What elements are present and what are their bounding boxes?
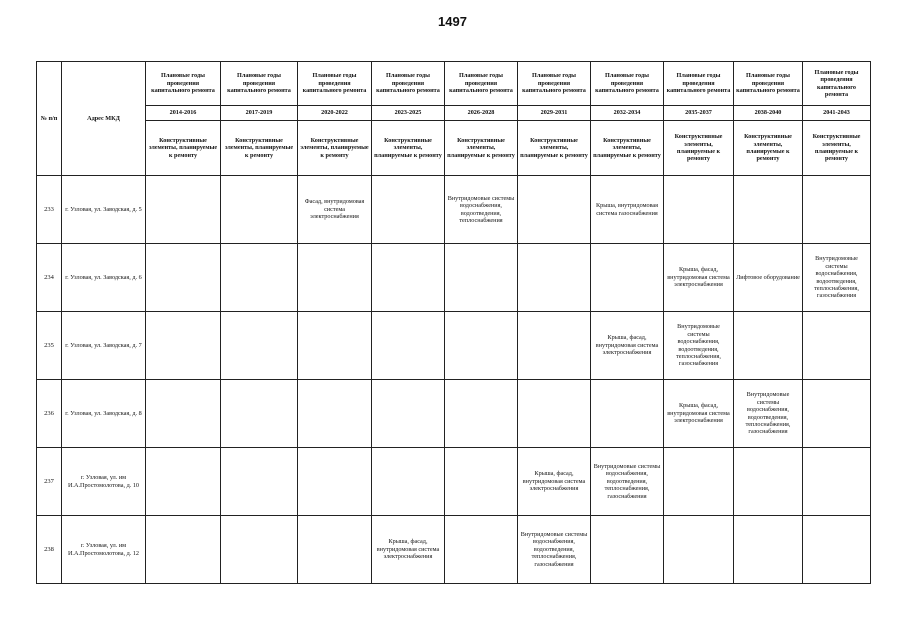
repair-cell [734,516,803,584]
repair-cell [146,516,221,584]
repair-cell: Внутридомовые системы водоснабжения, водоотведения, теплоснабжения, газоснабжения [518,516,591,584]
repair-cell [221,448,298,516]
repair-cell [518,244,591,312]
elements-header: Конструктивные элементы, планируемые к ремонту [518,121,591,176]
repair-cell [803,380,871,448]
repair-cell [298,516,372,584]
row-address: г. Узловая, ул. Заводская, д. 7 [62,312,146,380]
row-number: 238 [37,516,62,584]
period-header: Плановые годы проведения капитального ремонта [298,62,372,106]
repair-cell [221,380,298,448]
repair-cell [664,448,734,516]
period-header: Плановые годы проведения капитального ремонта [445,62,518,106]
years-header-row [37,106,871,121]
repair-cell [445,380,518,448]
row-address: г. Узловая, ул. Заводская, д. 5 [62,176,146,244]
period-header: Плановые годы проведения капитального ремонта [146,62,221,106]
repair-cell [803,516,871,584]
repair-cell [372,448,445,516]
repair-cell [146,448,221,516]
repair-cell: Лифтовое оборудование [734,244,803,312]
repair-cell [518,312,591,380]
repair-cell [298,312,372,380]
repair-cell: Внутридомовые системы водоснабжения, водоотведения, теплоснабжения [445,176,518,244]
repair-cell [803,312,871,380]
repair-cell: Внутридомовые системы водоснабжения, водоотведения, теплоснабжения, газоснабжения [734,380,803,448]
repair-cell [146,244,221,312]
period-header: Плановые годы проведения капитального ремонта [372,62,445,106]
elements-header: Конструктивные элементы, планируемые к ремонту [664,121,734,176]
repair-cell: Крыша, фасад, внутридомовая система электроснабжения [664,380,734,448]
table-row [37,380,871,448]
repair-cell [298,380,372,448]
repair-cell: Внутридомовые системы водоснабжения, водоотведения, теплоснабжения, газоснабжения [591,448,664,516]
elements-header: Конструктивные элементы, планируемые к ремонту [372,121,445,176]
repair-cell [221,516,298,584]
repair-cell: Фасад, внутридомовая система электроснабжения [298,176,372,244]
repair-cell: Крыша, внутридомовая система газоснабжения [591,176,664,244]
repair-cell [298,448,372,516]
period-header: Плановые годы проведения капитального ремонта [591,62,664,106]
year-range: 2017-2019 [221,106,298,121]
repair-cell [803,176,871,244]
repair-cell [445,448,518,516]
repair-cell [372,244,445,312]
repair-cell [445,516,518,584]
elements-header: Конструктивные элементы, планируемые к ремонту [298,121,372,176]
repair-cell [591,380,664,448]
repair-cell: Крыша, фасад, внутридомовая система электроснабжения [591,312,664,380]
row-address: г. Узловая, ул. им И.А.Простомолотова, д. 12 [62,516,146,584]
repair-cell [591,516,664,584]
repair-cell [146,312,221,380]
repair-cell [664,516,734,584]
repair-cell [664,176,734,244]
repair-cell [518,176,591,244]
elements-header: Конструктивные элементы, планируемые к ремонту [221,121,298,176]
table-row [37,312,871,380]
repair-cell [372,176,445,244]
year-range: 2041-2043 [803,106,871,121]
num-header: № п/п [37,62,62,176]
elements-header: Конструктивные элементы, планируемые к ремонту [591,121,664,176]
period-header: Плановые годы проведения капитального ремонта [518,62,591,106]
period-header: Плановые годы проведения капитального ремонта [221,62,298,106]
capital-repair-table [36,61,871,584]
row-number: 235 [37,312,62,380]
repair-cell [298,244,372,312]
year-range: 2038-2040 [734,106,803,121]
period-header-row [37,62,871,106]
year-range: 2026-2028 [445,106,518,121]
repair-cell [445,244,518,312]
repair-cell [445,312,518,380]
year-range: 2035-2037 [664,106,734,121]
repair-cell: Внутридомовые системы водоснабжения, водоотведения, теплоснабжения, газоснабжения [664,312,734,380]
repair-cell: Внутридомовые системы водоснабжения, водоотведения, теплоснабжения, газоснабжения [803,244,871,312]
repair-cell [518,380,591,448]
repair-cell [221,312,298,380]
page-number: 1497 [438,14,467,29]
row-number: 234 [37,244,62,312]
repair-cell [734,448,803,516]
period-header: Плановые годы проведения капитального ремонта [803,62,871,106]
repair-cell [734,176,803,244]
table-row [37,516,871,584]
year-range: 2032-2034 [591,106,664,121]
repair-cell [221,244,298,312]
year-range: 2014-2016 [146,106,221,121]
table-row [37,176,871,244]
elements-header-row [37,121,871,176]
repair-cell [146,380,221,448]
year-range: 2023-2025 [372,106,445,121]
year-range: 2020-2022 [298,106,372,121]
row-number: 236 [37,380,62,448]
address-header: Адрес МКД [62,62,146,176]
row-number: 237 [37,448,62,516]
repair-cell [372,380,445,448]
period-header: Плановые годы проведения капитального ремонта [734,62,803,106]
repair-cell [591,244,664,312]
repair-cell: Крыша, фасад, внутридомовая система электроснабжения [518,448,591,516]
elements-header: Конструктивные элементы, планируемые к ремонту [445,121,518,176]
repair-cell [221,176,298,244]
table-row [37,244,871,312]
repair-cell: Крыша, фасад, внутридомовая система электроснабжения [664,244,734,312]
row-address: г. Узловая, ул. Заводская, д. 8 [62,380,146,448]
row-address: г. Узловая, ул. Заводская, д. 6 [62,244,146,312]
elements-header: Конструктивные элементы, планируемые к ремонту [803,121,871,176]
repair-cell [803,448,871,516]
period-header: Плановые годы проведения капитального ремонта [664,62,734,106]
row-number: 233 [37,176,62,244]
repair-cell [146,176,221,244]
year-range: 2029-2031 [518,106,591,121]
row-address: г. Узловая, ул. им И.А.Простомолотова, д. 10 [62,448,146,516]
elements-header: Конструктивные элементы, планируемые к ремонту [734,121,803,176]
repair-cell: Крыша, фасад, внутридомовая система электроснабжения [372,516,445,584]
repair-cell [734,312,803,380]
elements-header: Конструктивные элементы, планируемые к ремонту [146,121,221,176]
table-row [37,448,871,516]
repair-cell [372,312,445,380]
